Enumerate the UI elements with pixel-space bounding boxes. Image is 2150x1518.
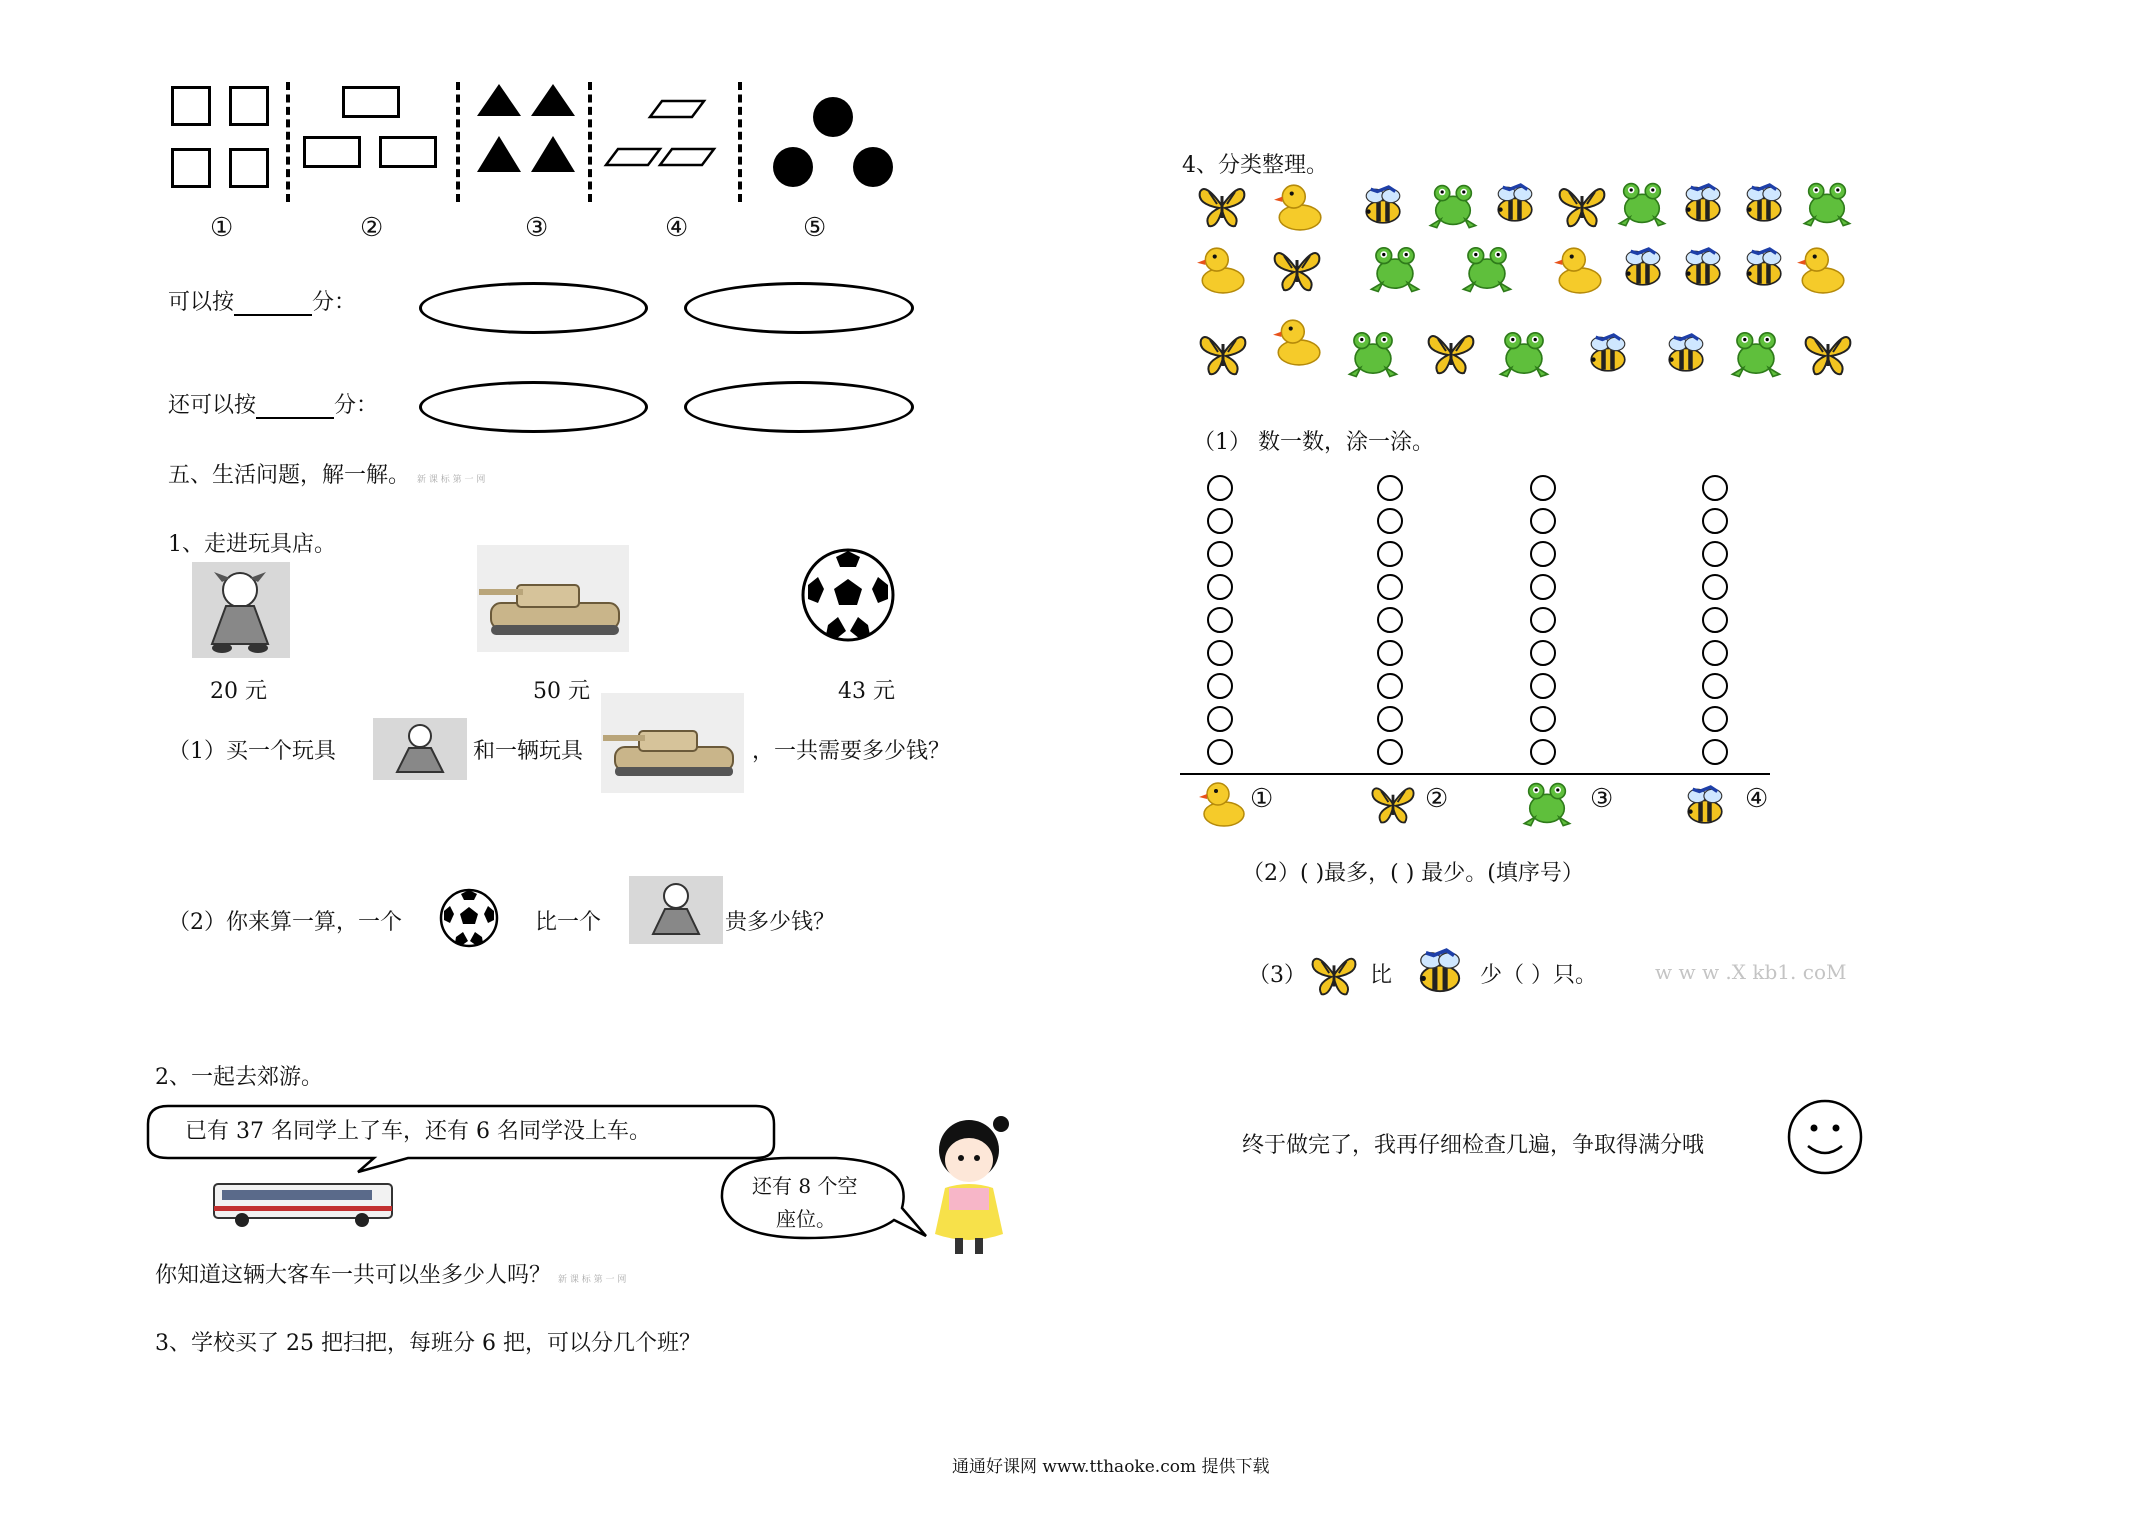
axis-label-4: ④: [1745, 784, 1769, 814]
count-circle[interactable]: [1207, 508, 1233, 534]
bee-icon: [1615, 240, 1671, 296]
girl-image: [925, 1108, 1010, 1258]
butterfly-icon: [1272, 244, 1322, 294]
count-circle[interactable]: [1702, 508, 1728, 534]
count-circle[interactable]: [1530, 574, 1556, 600]
soccer-ball-image: [438, 887, 500, 949]
rectangle-shape: [379, 136, 437, 168]
count-circle[interactable]: [1530, 739, 1556, 765]
smiley-face-icon: [1786, 1098, 1864, 1176]
butterfly-icon: [1426, 327, 1476, 377]
footer-text: 通通好课网 www.tthaoke.com 提供下载: [952, 1457, 1270, 1477]
duck-icon: [1196, 243, 1248, 295]
price-ball: 43 元: [838, 679, 895, 704]
rectangle-shape: [303, 136, 361, 168]
square-shape: [229, 86, 269, 126]
frog-icon: [1800, 176, 1854, 230]
dashed-divider: [738, 82, 742, 202]
q4-sub2: （2）( )最多，( ) 最少。(填序号）: [1242, 861, 1584, 886]
classify-line-1-suffix: 分：: [312, 290, 357, 315]
count-circle[interactable]: [1702, 607, 1728, 633]
count-circle[interactable]: [1377, 706, 1403, 732]
bee-icon: [1355, 178, 1411, 234]
section5-heading-text: 五、生活问题，解一解。: [168, 463, 411, 488]
count-circle[interactable]: [1207, 541, 1233, 567]
duck-icon: [1553, 243, 1605, 295]
count-circle[interactable]: [1702, 541, 1728, 567]
bee-icon: [1408, 940, 1472, 1004]
count-circle[interactable]: [1530, 475, 1556, 501]
count-circle[interactable]: [1377, 508, 1403, 534]
count-circle[interactable]: [1207, 739, 1233, 765]
q4-sub3-b: 比: [1370, 963, 1393, 988]
count-circle[interactable]: [1702, 739, 1728, 765]
count-circle[interactable]: [1377, 640, 1403, 666]
square-shape: [171, 86, 211, 126]
group-label-2: ②: [360, 213, 384, 243]
classify-line-2: [168, 388, 378, 419]
section5-heading: [168, 458, 485, 489]
q1-title: 1、走进玩具店。: [168, 532, 336, 557]
count-circle[interactable]: [1530, 508, 1556, 534]
count-circle[interactable]: [1530, 640, 1556, 666]
square-shape: [229, 148, 269, 188]
q4-sub1: （1） 数一数，涂一涂。: [1193, 430, 1434, 455]
count-circle[interactable]: [1207, 640, 1233, 666]
triangles-group: [470, 80, 580, 180]
classify-line-1: [168, 285, 356, 316]
frog-icon: [1615, 176, 1669, 230]
sub3-watermark: w w w .X kb1. coM: [1655, 960, 1847, 984]
group-label-1: ①: [210, 213, 234, 243]
parallelograms-group: [600, 95, 730, 175]
tank-image: [601, 693, 744, 793]
frog-icon: [1345, 325, 1401, 381]
count-circle[interactable]: [1377, 475, 1403, 501]
q1-sub1-b: 和一辆玩具: [473, 739, 584, 764]
q1-sub1-a: （1）买一个玩具: [168, 739, 336, 764]
doll-image: [629, 876, 723, 944]
butterfly-icon: [1803, 328, 1853, 378]
butterfly-icon: [1310, 950, 1358, 998]
axis-label-1: ①: [1250, 784, 1274, 814]
count-circle[interactable]: [1207, 673, 1233, 699]
count-circle[interactable]: [1377, 574, 1403, 600]
doll-image: [192, 562, 290, 658]
square-shape: [171, 148, 211, 188]
price-doll: 20 元: [210, 679, 267, 704]
answer-blank[interactable]: [256, 397, 334, 419]
answer-oval[interactable]: [419, 381, 648, 433]
doll-image: [373, 718, 467, 780]
count-circle[interactable]: [1207, 706, 1233, 732]
duck-icon: [1273, 180, 1325, 232]
group-label-4: ④: [665, 213, 689, 243]
count-circle[interactable]: [1702, 574, 1728, 600]
axis-label-2: ②: [1425, 784, 1449, 814]
group-label-5: ⑤: [803, 213, 827, 243]
group-label-3: ③: [525, 213, 549, 243]
q1-sub2-b: 比一个: [535, 910, 602, 935]
butterfly-icon: [1197, 180, 1247, 230]
bee-icon: [1675, 176, 1731, 232]
bee-icon: [1736, 176, 1792, 232]
count-circle[interactable]: [1377, 673, 1403, 699]
bee-icon: [1675, 240, 1731, 296]
frog-icon: [1496, 325, 1552, 381]
watermark-text: 新 课 标 第 一 网: [558, 1275, 627, 1285]
q4-sub3-a: （3）: [1248, 963, 1306, 988]
q1-sub1-c: ，一共需要多少钱？: [752, 739, 951, 764]
duck-icon: [1198, 778, 1248, 828]
bee-icon: [1736, 240, 1792, 296]
q4-sub3-c: 少（ ）只。: [1480, 963, 1597, 988]
q2-title: 2、一起去郊游。: [155, 1065, 323, 1090]
dashed-divider: [286, 82, 290, 202]
closing-text: 终于做完了，我再仔细检查几遍，争取得满分哦: [1242, 1133, 1705, 1158]
girl-bubble-line1: 还有 8 个空: [752, 1174, 858, 1198]
frog-icon: [1367, 240, 1423, 296]
bee-icon: [1658, 326, 1714, 382]
frog-icon: [1520, 776, 1574, 830]
bee-icon: [1580, 326, 1636, 382]
q4-title: 4、分类整理。: [1182, 153, 1328, 178]
dashed-divider: [588, 82, 592, 202]
count-circle[interactable]: [1207, 574, 1233, 600]
count-circle[interactable]: [1702, 475, 1728, 501]
tank-image: [477, 545, 629, 652]
duck-icon: [1272, 315, 1324, 367]
count-circle[interactable]: [1377, 541, 1403, 567]
answer-blank[interactable]: [234, 294, 312, 316]
bubble-text-1: 已有 37 名同学上了车，还有 6 名同学没上车。: [185, 1119, 651, 1144]
butterfly-icon: [1370, 780, 1416, 826]
count-circle[interactable]: [1530, 706, 1556, 732]
answer-oval[interactable]: [684, 381, 914, 433]
frog-icon: [1459, 240, 1515, 296]
dots-group: [770, 95, 900, 195]
count-circle[interactable]: [1377, 607, 1403, 633]
frog-icon: [1728, 325, 1784, 381]
count-circle[interactable]: [1702, 673, 1728, 699]
count-circle[interactable]: [1702, 706, 1728, 732]
answer-oval[interactable]: [419, 282, 648, 334]
butterfly-icon: [1198, 328, 1248, 378]
q1-sub2-c: 贵多少钱？: [725, 910, 836, 935]
bus-image: [212, 1178, 396, 1230]
girl-bubble-line2: 座位。: [776, 1207, 836, 1231]
bee-icon: [1677, 778, 1733, 834]
q1-sub2-a: （2）你来算一算，一个: [168, 910, 402, 935]
classify-line-2-suffix: 分：: [334, 393, 379, 418]
rectangle-shape: [342, 86, 400, 118]
dashed-divider: [456, 82, 460, 202]
count-circle[interactable]: [1377, 739, 1403, 765]
duck-icon: [1796, 243, 1848, 295]
butterfly-icon: [1557, 180, 1607, 230]
watermark-text: 新 课 标 第 一 网: [417, 475, 486, 485]
q2-question: [155, 1258, 626, 1289]
axis-label-3: ③: [1590, 784, 1614, 814]
classify-line-1-prefix: 可以按: [168, 290, 235, 315]
soccer-ball-image: [800, 547, 896, 643]
baseline: [1180, 773, 1770, 775]
classify-line-2-prefix: 还可以按: [168, 393, 257, 418]
count-circle[interactable]: [1207, 475, 1233, 501]
frog-icon: [1426, 178, 1480, 232]
q3-title: 3、学校买了 25 把扫把，每班分 6 把，可以分几个班？: [155, 1331, 701, 1356]
q2-question-text: 你知道这辆大客车一共可以坐多少人吗？: [155, 1263, 552, 1288]
answer-oval[interactable]: [684, 282, 914, 334]
bee-icon: [1487, 176, 1543, 232]
count-circle[interactable]: [1530, 673, 1556, 699]
count-circle[interactable]: [1702, 640, 1728, 666]
count-circle[interactable]: [1207, 607, 1233, 633]
count-circle[interactable]: [1530, 607, 1556, 633]
price-tank: 50 元: [533, 679, 590, 704]
count-circle[interactable]: [1530, 541, 1556, 567]
